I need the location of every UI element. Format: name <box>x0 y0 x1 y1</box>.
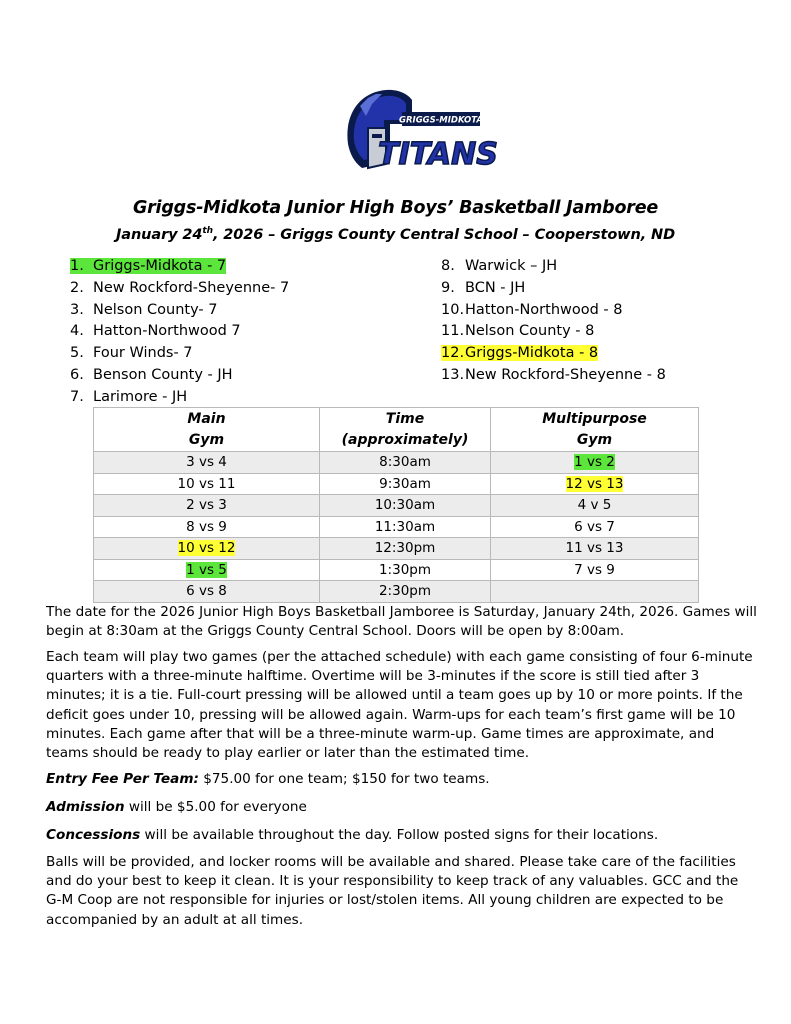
table-row <box>94 495 699 517</box>
team-item: 3. Nelson County- 7 <box>70 301 218 318</box>
table-row <box>94 538 699 560</box>
date-paragraph: The date for the 2026 Junior High Boys Basketball Jamboree is Saturday, January 24th, 2026. Games will begin at 8:30am at the Griggs County Central School. Doors will be open by 8:00am. <box>46 604 757 640</box>
team-item: 5. Four Winds- 7 <box>70 345 193 362</box>
team-item: 13.New Rockford-Sheyenne - 8 <box>441 366 666 383</box>
team-item: 10.Hatton-Northwood - 8 <box>441 301 623 318</box>
team-item: 11.Nelson County - 8 <box>441 323 595 340</box>
header-multipurpose-gym: Multipurpose Gym <box>491 408 699 452</box>
team-item: 7. Larimore - JH <box>70 388 188 405</box>
time-cell: 11:30am <box>320 516 491 538</box>
entry-fee-paragraph: Entry Fee Per Team: $75.00 for one team; $150 for two teams. <box>46 771 490 787</box>
rules-paragraph: Each team will play two games (per the attached schedule) with each game consisting of four 6-minute quarters with a three-minute halftime. Overtime will be 3-minutes if the score is still tied after 3 minutes; it is a tie. Full-court pressing will be allowed until a team goes up by 10 or more points. If the deficit goes under 10, pressing will be allowed again. Warm-ups for each team’s first game will be 10 minutes. Each game after that will be a three-minute warm-up. Game times are approximate, and teams should be ready to play earlier or later than the estimated time. <box>46 649 753 762</box>
titans-logo <box>338 84 498 174</box>
main-gym-cell: 10 vs 12 <box>94 538 320 560</box>
team-item: 1. Griggs-Midkota - 7 <box>70 258 227 274</box>
main-gym-cell: 8 vs 9 <box>94 516 320 538</box>
main-gym-cell: 3 vs 4 <box>94 452 320 474</box>
time-cell: 1:30pm <box>320 559 491 581</box>
main-gym-cell: 10 vs 11 <box>94 473 320 495</box>
facilities-paragraph: Balls will be provided, and locker rooms will be available and shared. Please take care of the facilities and do your best to keep it clean. It is your responsibility to keep track of any valuables. GCC and the G-M Coop are not responsible for injuries or lost/stolen items. All young children are expected to be accompanied by an adult at all times. <box>46 854 739 928</box>
multi-gym-cell: 7 vs 9 <box>491 559 699 581</box>
table-row <box>94 581 699 603</box>
time-cell: 9:30am <box>320 473 491 495</box>
team-item: 9. BCN - JH <box>441 279 526 296</box>
table-row <box>94 473 699 495</box>
multi-gym-cell: 6 vs 7 <box>491 516 699 538</box>
time-cell: 2:30pm <box>320 581 491 603</box>
main-gym-cell: 1 vs 5 <box>94 559 320 581</box>
multi-gym-cell <box>491 581 699 603</box>
time-cell: 12:30pm <box>320 538 491 560</box>
multi-gym-cell: 1 vs 2 <box>491 452 699 474</box>
entry-fee-label: Entry Fee Per Team: <box>46 771 199 787</box>
multi-gym-cell: 12 vs 13 <box>491 473 699 495</box>
main-gym-cell: 6 vs 8 <box>94 581 320 603</box>
table-row <box>94 516 699 538</box>
main-gym-cell: 2 vs 3 <box>94 495 320 517</box>
team-item: 6. Benson County - JH <box>70 366 233 383</box>
concessions-paragraph: Concessions will be available throughout the day. Follow posted signs for their locations. <box>46 827 659 843</box>
concessions-label: Concessions <box>46 827 141 843</box>
team-list-left <box>70 256 289 409</box>
team-item: 4. Hatton-Northwood 7 <box>70 323 241 340</box>
page-title: Griggs-Midkota Junior High Boys’ Basketball Jamboree <box>132 198 659 218</box>
header-main-gym: Main Gym <box>94 408 320 452</box>
header-time: Time (approximately) <box>320 408 491 452</box>
time-cell: 10:30am <box>320 495 491 517</box>
team-list-right <box>441 256 666 387</box>
table-row <box>94 452 699 474</box>
admission-label: Admission <box>46 799 125 815</box>
logo-wordmark-bottom: TITANS <box>378 137 498 172</box>
admission-paragraph: Admission will be $5.00 for everyone <box>46 799 307 815</box>
team-item: 2. New Rockford-Sheyenne- 7 <box>70 279 290 296</box>
team-item: 8. Warwick – JH <box>441 258 558 274</box>
multi-gym-cell: 4 v 5 <box>491 495 699 517</box>
team-item: 12.Griggs-Midkota - 8 <box>441 345 599 362</box>
table-row <box>94 559 699 581</box>
multi-gym-cell: 11 vs 13 <box>491 538 699 560</box>
table-header-row <box>94 408 699 452</box>
time-cell: 8:30am <box>320 452 491 474</box>
page-subtitle: January 24th, 2026 – Griggs County Central School – Cooperstown, ND <box>115 226 676 243</box>
schedule-table <box>93 407 699 603</box>
logo-wordmark-top: GRIGGS-MIDKOTA <box>399 115 483 126</box>
